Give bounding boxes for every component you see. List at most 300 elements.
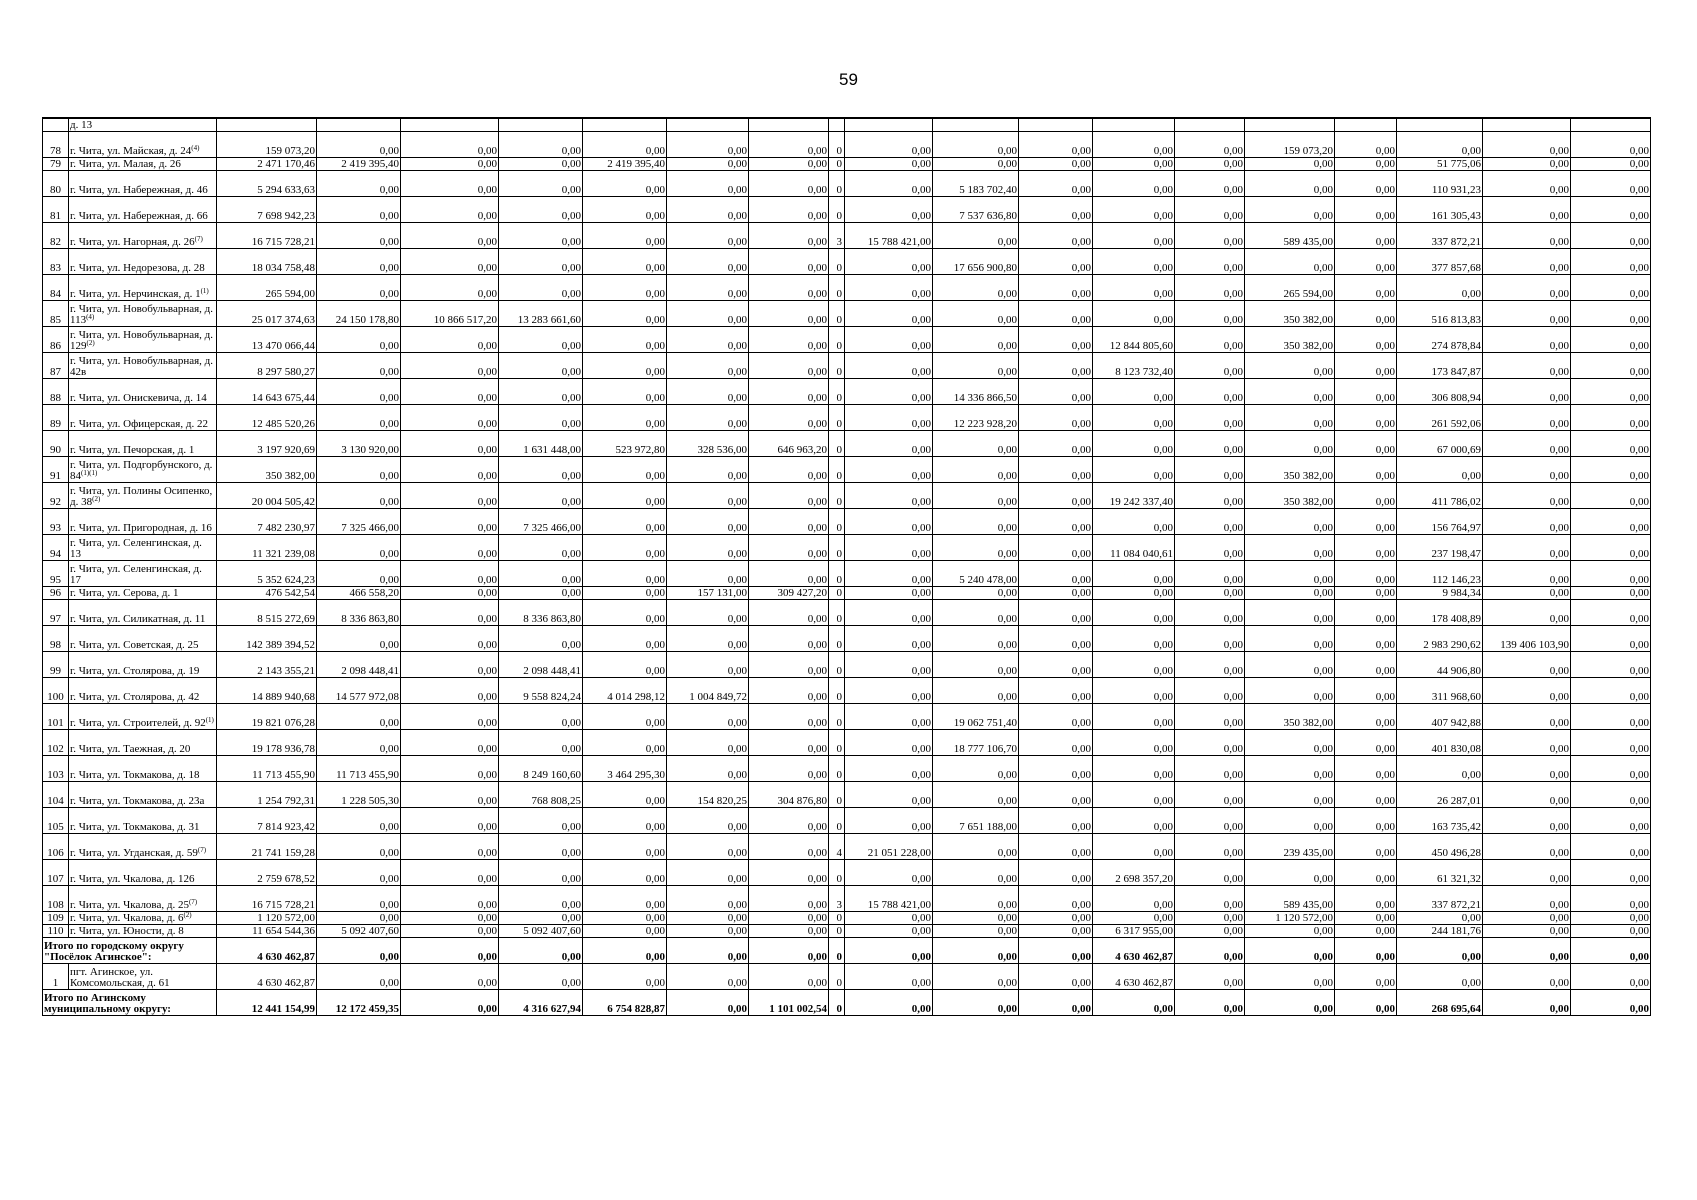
row-address: г. Чита, ул. Чкалова, д. 6$^{(2)}$ [69, 911, 217, 924]
value-cell: 0,00 [1571, 222, 1651, 248]
footnote-mark: (7) [194, 234, 203, 243]
row-number [43, 118, 69, 131]
value-cell: 21 051 228,00 [845, 833, 933, 859]
footnote-mark: (4) [86, 312, 95, 321]
value-cell: 14 336 866,50 [933, 378, 1019, 404]
value-cell: 0,00 [1019, 651, 1093, 677]
value-cell: 0,00 [317, 404, 401, 430]
value-cell [1335, 118, 1397, 131]
value-cell: 0,00 [1571, 404, 1651, 430]
value-cell: 0,00 [933, 300, 1019, 326]
value-cell: 0,00 [933, 222, 1019, 248]
value-cell: 0,00 [933, 677, 1019, 703]
value-cell: 0,00 [1093, 300, 1175, 326]
row-number: 83 [43, 248, 69, 274]
value-cell: 0,00 [1093, 378, 1175, 404]
table-row [43, 859, 1651, 885]
value-cell: 0,00 [1175, 274, 1245, 300]
table-row [43, 807, 1651, 833]
row-number: 86 [43, 326, 69, 352]
table-row [43, 651, 1651, 677]
value-cell: 0,00 [499, 859, 583, 885]
value-cell: 0,00 [1175, 378, 1245, 404]
value-cell: 0,00 [1019, 859, 1093, 885]
value-cell: 0,00 [1335, 456, 1397, 482]
value-cell: 0,00 [1571, 248, 1651, 274]
value-cell: 0,00 [1093, 989, 1175, 1015]
value-cell: 161 305,43 [1397, 196, 1483, 222]
value-cell: 0,00 [1019, 157, 1093, 170]
table-row [43, 599, 1651, 625]
value-cell: 0,00 [1175, 131, 1245, 157]
value-cell: 0,00 [1483, 456, 1571, 482]
value-cell: 0 [829, 534, 845, 560]
row-number: 108 [43, 885, 69, 911]
value-cell: 11 654 544,36 [217, 924, 317, 937]
value-cell: 0,00 [1093, 755, 1175, 781]
row-number: 82 [43, 222, 69, 248]
value-cell: 0,00 [1245, 963, 1335, 989]
row-address: г. Чита, ул. Офицерская, д. 22 [69, 404, 217, 430]
row-number: 96 [43, 586, 69, 599]
value-cell: 0,00 [1571, 807, 1651, 833]
value-cell: 0,00 [1175, 755, 1245, 781]
table-row [43, 924, 1651, 937]
value-cell: 0,00 [499, 833, 583, 859]
value-cell: 0,00 [583, 508, 667, 534]
value-cell: 0,00 [845, 924, 933, 937]
value-cell: 0,00 [1093, 911, 1175, 924]
value-cell: 0,00 [401, 534, 499, 560]
value-cell: 0,00 [401, 833, 499, 859]
table-row [43, 118, 1651, 131]
value-cell: 0,00 [1093, 131, 1175, 157]
value-cell: 0,00 [1571, 989, 1651, 1015]
value-cell: 20 004 505,42 [217, 482, 317, 508]
value-cell: 0,00 [1571, 781, 1651, 807]
value-cell: 0,00 [667, 625, 749, 651]
value-cell: 4 316 627,94 [499, 989, 583, 1015]
value-cell: 0,00 [317, 170, 401, 196]
value-cell: 0,00 [845, 508, 933, 534]
data-table [42, 117, 1651, 1016]
value-cell: 0,00 [667, 833, 749, 859]
footnote-mark: (1) [205, 715, 214, 724]
value-cell: 0,00 [1335, 755, 1397, 781]
value-cell: 67 000,69 [1397, 430, 1483, 456]
value-cell: 0,00 [499, 625, 583, 651]
row-number: 89 [43, 404, 69, 430]
value-cell: 0,00 [583, 859, 667, 885]
value-cell: 237 198,47 [1397, 534, 1483, 560]
value-cell: 11 713 455,90 [317, 755, 401, 781]
value-cell: 0,00 [317, 534, 401, 560]
value-cell: 0,00 [667, 807, 749, 833]
value-cell: 0,00 [1245, 196, 1335, 222]
value-cell: 0,00 [667, 508, 749, 534]
table-row [43, 404, 1651, 430]
value-cell: 0,00 [1483, 157, 1571, 170]
value-cell: 0,00 [845, 404, 933, 430]
value-cell: 0,00 [1571, 131, 1651, 157]
value-cell: 0,00 [1175, 885, 1245, 911]
value-cell: 328 536,00 [667, 430, 749, 456]
row-number: 85 [43, 300, 69, 326]
row-address: г. Чита, ул. Столярова, д. 19 [69, 651, 217, 677]
value-cell: 0,00 [667, 729, 749, 755]
value-cell: 1 120 572,00 [217, 911, 317, 924]
value-cell: 4 014 298,12 [583, 677, 667, 703]
value-cell: 0 [829, 599, 845, 625]
table-row [43, 677, 1651, 703]
value-cell: 0,00 [1245, 430, 1335, 456]
value-cell: 0,00 [749, 196, 829, 222]
value-cell: 0,00 [583, 482, 667, 508]
value-cell: 0,00 [667, 755, 749, 781]
value-cell: 0,00 [1093, 729, 1175, 755]
table-row [43, 482, 1651, 508]
value-cell: 0,00 [667, 274, 749, 300]
row-number: 110 [43, 924, 69, 937]
value-cell: 10 866 517,20 [401, 300, 499, 326]
value-cell: 0 [829, 911, 845, 924]
value-cell: 0,00 [317, 378, 401, 404]
value-cell: 0,00 [1093, 222, 1175, 248]
value-cell: 0,00 [1245, 586, 1335, 599]
value-cell: 0,00 [1397, 755, 1483, 781]
value-cell: 0,00 [317, 807, 401, 833]
value-cell: 0,00 [845, 781, 933, 807]
value-cell: 450 496,28 [1397, 833, 1483, 859]
value-cell: 0,00 [667, 560, 749, 586]
row-number: 107 [43, 859, 69, 885]
footnote-mark: (1)(1) [81, 468, 98, 477]
value-cell: 0 [829, 703, 845, 729]
table-row [43, 326, 1651, 352]
value-cell: 7 814 923,42 [217, 807, 317, 833]
value-cell: 377 857,68 [1397, 248, 1483, 274]
value-cell: 0 [829, 755, 845, 781]
value-cell: 0,00 [499, 378, 583, 404]
value-cell [749, 118, 829, 131]
value-cell: 0,00 [1093, 703, 1175, 729]
value-cell: 407 942,88 [1397, 703, 1483, 729]
value-cell: 0,00 [583, 963, 667, 989]
value-cell: 0,00 [499, 482, 583, 508]
value-cell: 0,00 [667, 963, 749, 989]
table-row [43, 352, 1651, 378]
value-cell: 0,00 [1019, 833, 1093, 859]
value-cell: 274 878,84 [1397, 326, 1483, 352]
row-number: 95 [43, 560, 69, 586]
value-cell: 0,00 [667, 599, 749, 625]
value-cell: 0,00 [583, 885, 667, 911]
value-cell: 0,00 [845, 703, 933, 729]
value-cell: 0,00 [845, 326, 933, 352]
row-number: 87 [43, 352, 69, 378]
value-cell: 0 [829, 859, 845, 885]
value-cell: 0 [829, 157, 845, 170]
value-cell: 0,00 [499, 131, 583, 157]
value-cell: 0,00 [317, 456, 401, 482]
value-cell: 5 183 702,40 [933, 170, 1019, 196]
value-cell: 0,00 [1571, 911, 1651, 924]
value-cell: 0 [829, 963, 845, 989]
value-cell: 0,00 [1483, 170, 1571, 196]
row-address: г. Чита, ул. Серова, д. 1 [69, 586, 217, 599]
value-cell [829, 118, 845, 131]
value-cell: 350 382,00 [217, 456, 317, 482]
value-cell: 0,00 [1483, 599, 1571, 625]
value-cell: 0,00 [401, 755, 499, 781]
value-cell: 0,00 [933, 131, 1019, 157]
value-cell: 0,00 [749, 274, 829, 300]
value-cell: 7 537 636,80 [933, 196, 1019, 222]
value-cell: 0,00 [1571, 937, 1651, 963]
value-cell: 0,00 [583, 807, 667, 833]
row-number: 80 [43, 170, 69, 196]
value-cell: 0,00 [1175, 300, 1245, 326]
value-cell: 0,00 [1335, 885, 1397, 911]
row-address: г. Чита, ул. Селенгинская, д. 13 [69, 534, 217, 560]
value-cell: 0,00 [845, 456, 933, 482]
table-row [43, 248, 1651, 274]
value-cell: 0,00 [749, 352, 829, 378]
value-cell: 0,00 [317, 352, 401, 378]
value-cell: 19 178 936,78 [217, 729, 317, 755]
value-cell: 2 698 357,20 [1093, 859, 1175, 885]
value-cell: 0,00 [401, 430, 499, 456]
value-cell: 0,00 [1397, 911, 1483, 924]
value-cell: 0,00 [1397, 274, 1483, 300]
value-cell: 0,00 [1175, 651, 1245, 677]
value-cell: 15 788 421,00 [845, 885, 933, 911]
value-cell: 0,00 [1019, 729, 1093, 755]
value-cell: 3 [829, 222, 845, 248]
value-cell: 2 471 170,46 [217, 157, 317, 170]
value-cell: 0,00 [667, 157, 749, 170]
value-cell: 0,00 [1019, 430, 1093, 456]
value-cell: 589 435,00 [1245, 885, 1335, 911]
value-cell: 268 695,64 [1397, 989, 1483, 1015]
table-row [43, 781, 1651, 807]
value-cell: 0,00 [1175, 196, 1245, 222]
value-cell: 14 577 972,08 [317, 677, 401, 703]
value-cell: 0,00 [667, 911, 749, 924]
value-cell: 0,00 [401, 937, 499, 963]
value-cell: 0,00 [499, 885, 583, 911]
value-cell: 0 [829, 989, 845, 1015]
value-cell: 0,00 [401, 508, 499, 534]
value-cell: 0,00 [933, 937, 1019, 963]
row-address: г. Чита, ул. Печорская, д. 1 [69, 430, 217, 456]
value-cell: 0,00 [401, 989, 499, 1015]
value-cell [1483, 118, 1571, 131]
row-address: пгт. Агинское, ул. Комсомольская, д. 61 [69, 963, 217, 989]
row-address: г. Чита, ул. Полины Осипенко, д. 38$^{(2)}$ [69, 482, 217, 508]
value-cell: 0,00 [1175, 625, 1245, 651]
value-cell: 0,00 [667, 456, 749, 482]
value-cell: 0,00 [499, 586, 583, 599]
value-cell: 0,00 [1175, 404, 1245, 430]
value-cell: 0,00 [1019, 534, 1093, 560]
value-cell: 0 [829, 586, 845, 599]
value-cell: 0,00 [1245, 729, 1335, 755]
value-cell: 0,00 [667, 326, 749, 352]
value-cell: 0,00 [749, 937, 829, 963]
value-cell: 0,00 [1571, 482, 1651, 508]
row-address: г. Чита, ул. Строителей, д. 92$^{(1)}$ [69, 703, 217, 729]
value-cell: 156 764,97 [1397, 508, 1483, 534]
table-row [43, 885, 1651, 911]
value-cell [583, 118, 667, 131]
value-cell: 0,00 [1571, 560, 1651, 586]
value-cell: 0,00 [1335, 625, 1397, 651]
value-cell: 0 [829, 924, 845, 937]
value-cell: 0,00 [583, 170, 667, 196]
value-cell: 0,00 [499, 222, 583, 248]
value-cell: 0,00 [749, 885, 829, 911]
value-cell: 0,00 [845, 378, 933, 404]
value-cell: 0,00 [749, 300, 829, 326]
value-cell: 14 643 675,44 [217, 378, 317, 404]
row-number: 100 [43, 677, 69, 703]
footnote-mark: (2) [86, 338, 95, 347]
value-cell: 0,00 [499, 937, 583, 963]
value-cell: 0,00 [1093, 625, 1175, 651]
value-cell: 589 435,00 [1245, 222, 1335, 248]
value-cell: 0,00 [1335, 157, 1397, 170]
value-cell: 0,00 [317, 729, 401, 755]
value-cell: 265 594,00 [217, 274, 317, 300]
value-cell: 0 [829, 729, 845, 755]
value-cell: 4 630 462,87 [1093, 963, 1175, 989]
row-address: г. Чита, ул. Токмакова, д. 18 [69, 755, 217, 781]
value-cell: 19 242 337,40 [1093, 482, 1175, 508]
table-row [43, 170, 1651, 196]
value-cell: 0,00 [1019, 963, 1093, 989]
value-cell: 0,00 [749, 157, 829, 170]
value-cell: 0,00 [401, 131, 499, 157]
value-cell: 0,00 [749, 170, 829, 196]
value-cell: 0,00 [1245, 378, 1335, 404]
value-cell: 0,00 [1335, 963, 1397, 989]
value-cell: 0,00 [499, 456, 583, 482]
value-cell: 0 [829, 807, 845, 833]
row-number: 1 [43, 963, 69, 989]
value-cell: 0,00 [1093, 599, 1175, 625]
value-cell: 0,00 [317, 859, 401, 885]
value-cell: 1 120 572,00 [1245, 911, 1335, 924]
value-cell: 0,00 [1175, 781, 1245, 807]
table-row [43, 157, 1651, 170]
value-cell: 0,00 [1093, 586, 1175, 599]
value-cell: 0,00 [401, 599, 499, 625]
value-cell: 0,00 [1019, 781, 1093, 807]
value-cell: 0,00 [317, 482, 401, 508]
value-cell: 0,00 [583, 586, 667, 599]
row-address: г. Чита, ул. Набережная, д. 46 [69, 170, 217, 196]
value-cell: 21 741 159,28 [217, 833, 317, 859]
value-cell: 0,00 [845, 729, 933, 755]
value-cell: 0,00 [1335, 482, 1397, 508]
value-cell: 0,00 [1335, 430, 1397, 456]
value-cell: 0,00 [1093, 651, 1175, 677]
value-cell: 0,00 [583, 274, 667, 300]
value-cell [401, 118, 499, 131]
value-cell: 0,00 [1335, 170, 1397, 196]
value-cell: 0,00 [1483, 911, 1571, 924]
value-cell: 0,00 [1019, 170, 1093, 196]
value-cell: 0,00 [1335, 937, 1397, 963]
value-cell: 1 228 505,30 [317, 781, 401, 807]
row-number: 106 [43, 833, 69, 859]
value-cell: 12 485 520,26 [217, 404, 317, 430]
value-cell: 0,00 [499, 196, 583, 222]
value-cell: 0,00 [1019, 222, 1093, 248]
value-cell: 2 759 678,52 [217, 859, 317, 885]
row-number: 94 [43, 534, 69, 560]
value-cell: 0,00 [1335, 300, 1397, 326]
value-cell: 5 092 407,60 [499, 924, 583, 937]
value-cell: 0,00 [317, 222, 401, 248]
table-row [43, 378, 1651, 404]
value-cell: 350 382,00 [1245, 456, 1335, 482]
value-cell: 0,00 [749, 131, 829, 157]
value-cell: 15 788 421,00 [845, 222, 933, 248]
value-cell: 4 630 462,87 [1093, 937, 1175, 963]
value-cell: 0 [829, 482, 845, 508]
table-row [43, 755, 1651, 781]
value-cell: 0,00 [749, 326, 829, 352]
row-address: г. Чита, ул. Новобульварная, д. 113$^{(4)}$ [69, 300, 217, 326]
total-row [43, 937, 1651, 963]
value-cell: 17 656 900,80 [933, 248, 1019, 274]
value-cell: 0,00 [933, 911, 1019, 924]
value-cell: 25 017 374,63 [217, 300, 317, 326]
value-cell: 0,00 [845, 300, 933, 326]
value-cell: 0 [829, 378, 845, 404]
value-cell: 0,00 [583, 196, 667, 222]
total-label: Итого по Агинскому муниципальному округу: [43, 989, 217, 1015]
value-cell: 0,00 [1571, 352, 1651, 378]
value-cell: 0,00 [1175, 833, 1245, 859]
value-cell: 0,00 [583, 924, 667, 937]
value-cell: 0,00 [1019, 586, 1093, 599]
value-cell: 9 984,34 [1397, 586, 1483, 599]
value-cell: 0,00 [317, 196, 401, 222]
value-cell: 0,00 [1571, 378, 1651, 404]
value-cell: 0,00 [1483, 885, 1571, 911]
value-cell: 0,00 [749, 248, 829, 274]
value-cell: 4 [829, 833, 845, 859]
value-cell: 0,00 [845, 911, 933, 924]
value-cell: 0,00 [1245, 352, 1335, 378]
value-cell: 0,00 [401, 248, 499, 274]
value-cell: 0,00 [667, 248, 749, 274]
table-row [43, 456, 1651, 482]
value-cell: 0,00 [1571, 924, 1651, 937]
value-cell: 4 630 462,87 [217, 937, 317, 963]
value-cell: 8 515 272,69 [217, 599, 317, 625]
value-cell: 1 004 849,72 [667, 677, 749, 703]
value-cell: 0,00 [933, 924, 1019, 937]
value-cell: 0,00 [1175, 248, 1245, 274]
value-cell: 0,00 [1397, 131, 1483, 157]
row-address: г. Чита, ул. Токмакова, д. 23а [69, 781, 217, 807]
value-cell [499, 118, 583, 131]
value-cell: 8 123 732,40 [1093, 352, 1175, 378]
